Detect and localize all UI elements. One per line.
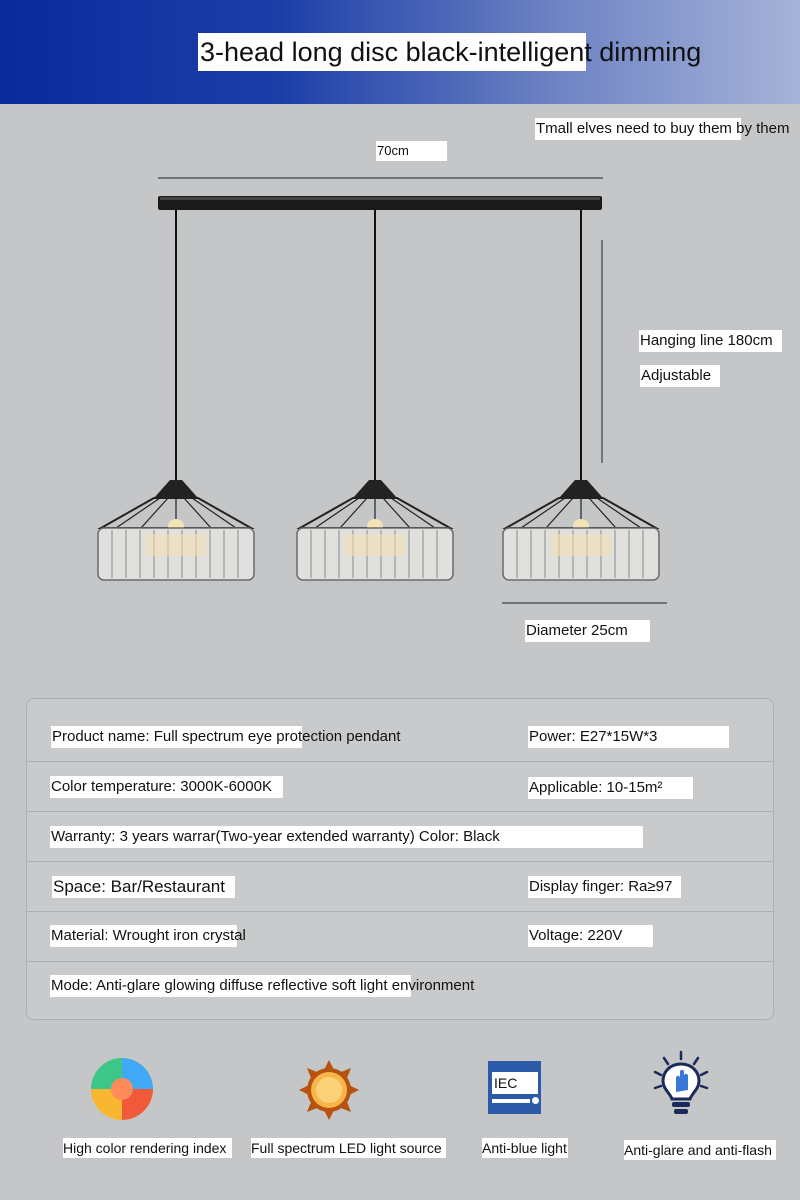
spec-mode: Mode: Anti-glare glowing diffuse reflective soft light environment — [50, 975, 411, 997]
hanging-line-label: Hanging line 180cm — [639, 330, 782, 352]
spec-row — [27, 761, 773, 812]
lamp-shade-middle — [297, 480, 453, 580]
lamp-shade-left — [98, 480, 254, 580]
page-title: 3-head long disc black-intelligent dimming — [198, 33, 586, 71]
iec-certificate-icon — [488, 1061, 541, 1114]
spec-color-temperature: Color temperature: 3000K-6000K — [50, 776, 283, 798]
adjustable-label: Adjustable — [640, 365, 720, 387]
spec-applicable: Applicable: 10-15m² — [528, 777, 693, 799]
specs-table — [26, 698, 774, 1020]
spec-material: Material: Wrought iron crystal — [50, 925, 237, 947]
hand-bulb-icon — [652, 1050, 710, 1120]
iec-text: IEC — [492, 1072, 538, 1094]
spec-row — [27, 811, 773, 862]
feature-label-anti-blue: Anti-blue light — [482, 1140, 567, 1156]
feature-label-color-rendering: High color rendering index — [63, 1138, 232, 1158]
sun-icon — [297, 1058, 361, 1122]
spec-space: Space: Bar/Restaurant — [52, 876, 235, 898]
spec-display-finger: Display finger: Ra≥97 — [528, 876, 681, 898]
color-wheel-icon — [88, 1055, 156, 1123]
spec-power: Power: E27*15W*3 — [528, 726, 729, 748]
feature-label-anti-glare: Anti-glare and anti-flash — [624, 1140, 776, 1160]
header-banner — [0, 0, 800, 104]
spec-row — [27, 911, 773, 962]
lamp-shade-right — [503, 480, 659, 580]
tmall-note: Tmall elves need to buy them by them — [535, 118, 741, 140]
spec-row — [27, 961, 773, 1012]
spec-row — [27, 699, 773, 749]
spec-warranty-color: Warranty: 3 years warrar(Two-year extended warranty) Color: Black — [50, 826, 643, 848]
spec-voltage: Voltage: 220V — [528, 925, 653, 947]
width-label: 70cm — [376, 141, 447, 161]
spec-row — [27, 861, 773, 912]
spec-product-name: Product name: Full spectrum eye protection pendant — [51, 726, 302, 748]
feature-label-full-spectrum: Full spectrum LED light source — [251, 1138, 446, 1158]
diameter-label: Diameter 25cm — [525, 620, 650, 642]
